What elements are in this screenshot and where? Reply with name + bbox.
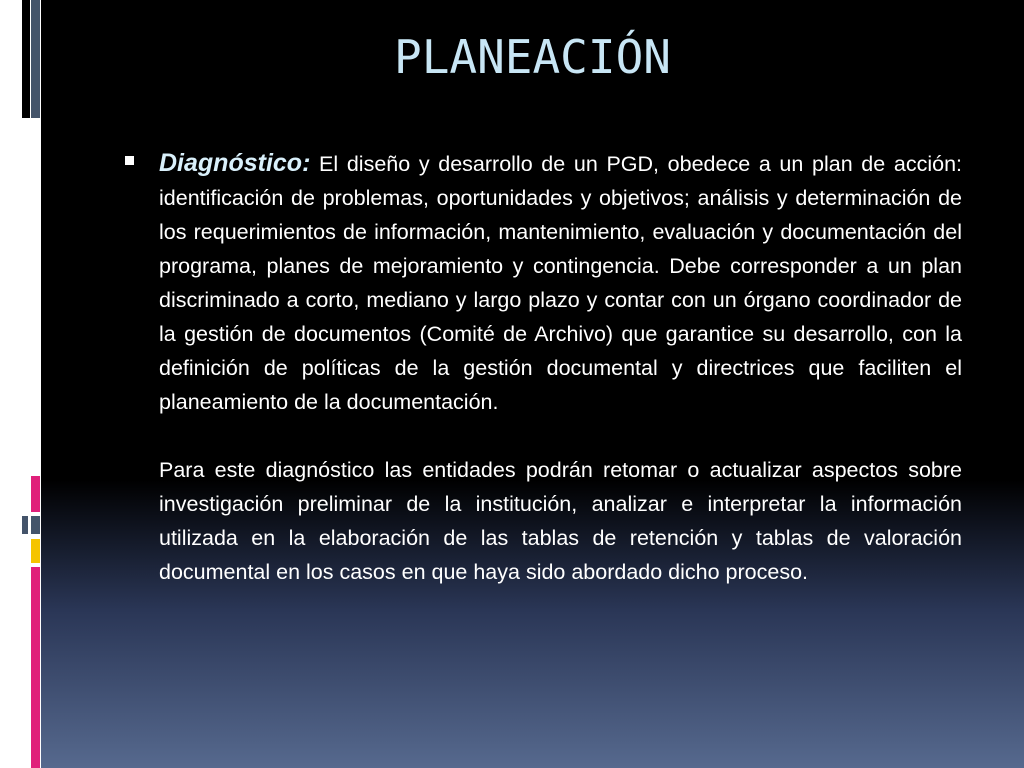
bullet-item [120, 146, 962, 419]
decor-bar-slate-top [31, 0, 40, 118]
decor-bar-slate-small [22, 516, 28, 534]
slide-content [120, 146, 962, 589]
square-bullet-icon [125, 156, 134, 165]
bullet-term: Diagnóstico: [159, 149, 311, 177]
decor-bar-slate-1 [31, 516, 40, 534]
decor-bar-pink-2 [31, 567, 40, 768]
decor-bar-yellow [31, 539, 40, 563]
bullet-text: El diseño y desarrollo de un PGD, obedece a un plan de acción: identificación de problemas, oportunidades y objetivos; análisis y determinación de los requerimientos de información, mantenimiento, evaluación y documentación del programa, planes de mejoramiento y contingencia. Debe corresponder a un plan discriminado a corto, mediano y largo plazo y contar con un órgano coordinador de la gestión de documentos (Comité de Archivo) que garantice su desarrollo, con la definición de políticas de la gestión documental y directrices que faciliten el planeamiento de la documentación. [159, 152, 962, 414]
slide-title: PLANEACIÓN [394, 30, 671, 84]
body-paragraph: Para este diagnóstico las entidades podrán retomar o actualizar aspectos sobre investigación preliminar de la institución, analizar e interpretar la información utilizada en la elaboración de las tablas de retención y tablas de valoración documental en los casos en que haya sido abordado dicho proceso. [159, 458, 962, 584]
decorative-left-band [0, 0, 41, 768]
decor-bar-pink-1 [31, 476, 40, 512]
decor-bar-black-top [22, 0, 30, 118]
